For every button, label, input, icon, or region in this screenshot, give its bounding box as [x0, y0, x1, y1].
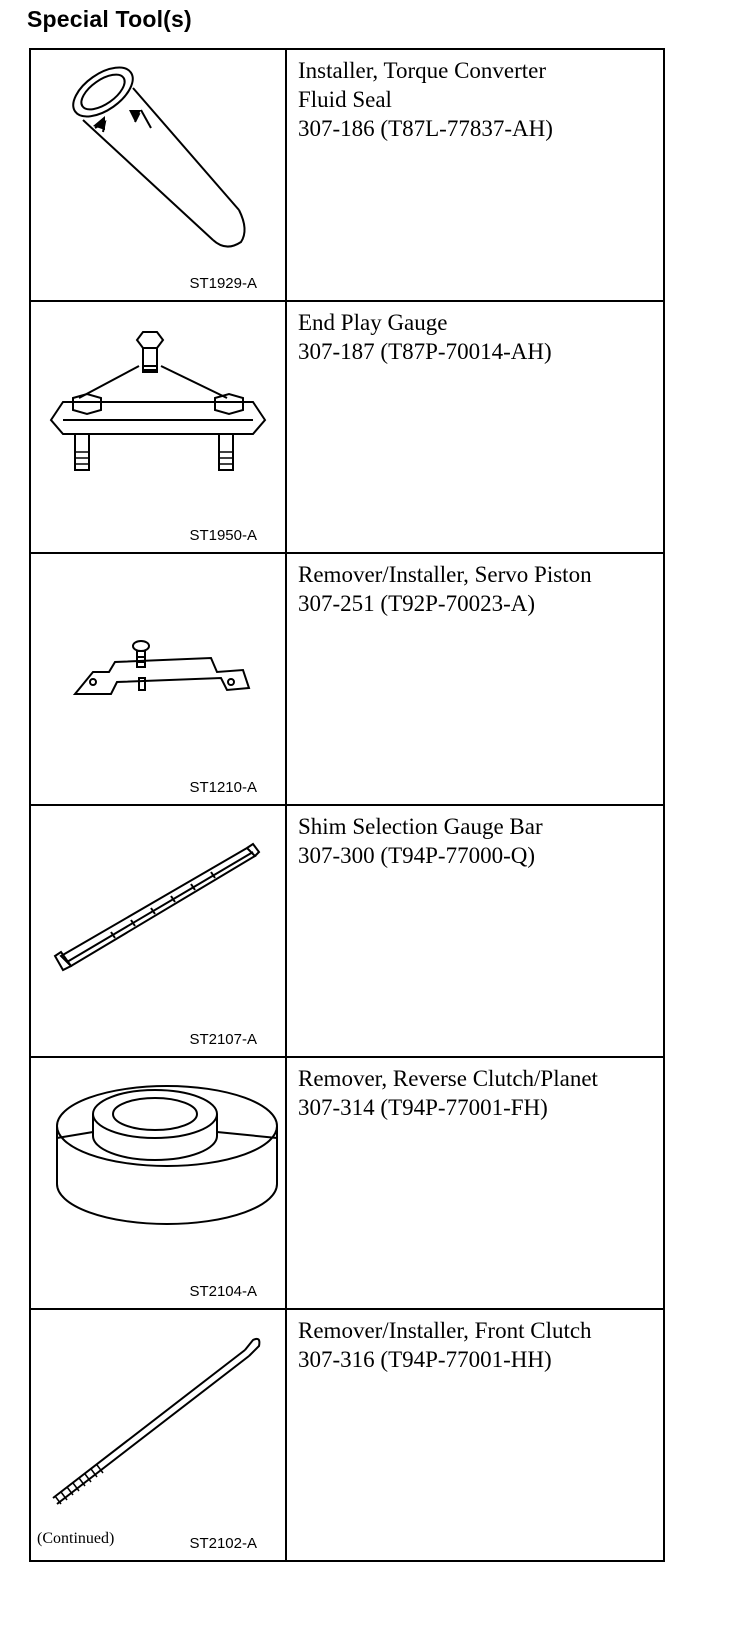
tool-image-cell: [30, 1057, 286, 1309]
tool-row: [30, 553, 664, 805]
tool-name: Remover/Installer, Servo Piston: [298, 562, 592, 587]
figure-id: ST1929-A: [189, 275, 257, 292]
end-play-gauge-illustration: [31, 302, 285, 546]
tool-row: [30, 301, 664, 553]
tool-description-cell: [286, 805, 664, 1057]
figure-id: ST2102-A: [189, 1535, 257, 1552]
tool-name: Remover, Reverse Clutch/Planet: [298, 1066, 598, 1091]
tool-image-cell: [30, 301, 286, 553]
tool-name-continued: Fluid Seal: [298, 87, 392, 112]
tool-image-cell: [30, 553, 286, 805]
tool-description-cell: [286, 553, 664, 805]
reverse-clutch-planet-remover-illustration: [31, 1058, 285, 1302]
tool-name: Remover/Installer, Front Clutch: [298, 1318, 592, 1343]
tool-part-number: 307-314 (T94P-77001-FH): [298, 1095, 548, 1120]
servo-piston-remover-installer-illustration: [31, 554, 285, 798]
tool-part-number: 307-300 (T94P-77000-Q): [298, 843, 535, 868]
figure-id: ST1210-A: [189, 779, 257, 796]
tool-description-cell: [286, 301, 664, 553]
tool-description-cell: [286, 49, 664, 301]
tool-image-cell: [30, 49, 286, 301]
tool-image-cell: [30, 1309, 286, 1561]
figure-id: ST1950-A: [189, 527, 257, 544]
tool-name: Shim Selection Gauge Bar: [298, 814, 543, 839]
figure-id: ST2107-A: [189, 1031, 257, 1048]
tool-name: End Play Gauge: [298, 310, 448, 335]
front-clutch-remover-installer-illustration: [31, 1310, 285, 1554]
tool-part-number: 307-186 (T87L-77837-AH): [298, 116, 553, 141]
tool-part-number: 307-316 (T94P-77001-HH): [298, 1347, 552, 1372]
torque-converter-seal-installer-illustration: [31, 50, 285, 294]
continued-note: (Continued): [37, 1530, 115, 1547]
tool-description-cell: [286, 1309, 664, 1561]
figure-id: ST2104-A: [189, 1283, 257, 1300]
tool-row: [30, 805, 664, 1057]
tool-row: [30, 1057, 664, 1309]
section-heading: Special Tool(s): [27, 6, 192, 32]
tool-row: [30, 1309, 664, 1561]
tool-name: Installer, Torque Converter: [298, 58, 547, 83]
shim-selection-gauge-bar-illustration: [31, 806, 285, 1050]
tool-row: [30, 49, 664, 301]
tool-part-number: 307-187 (T87P-70014-AH): [298, 339, 552, 364]
tool-image-cell: [30, 805, 286, 1057]
tool-part-number: 307-251 (T92P-70023-A): [298, 591, 535, 616]
tool-description-cell: [286, 1057, 664, 1309]
special-tools-table: [29, 48, 665, 1562]
